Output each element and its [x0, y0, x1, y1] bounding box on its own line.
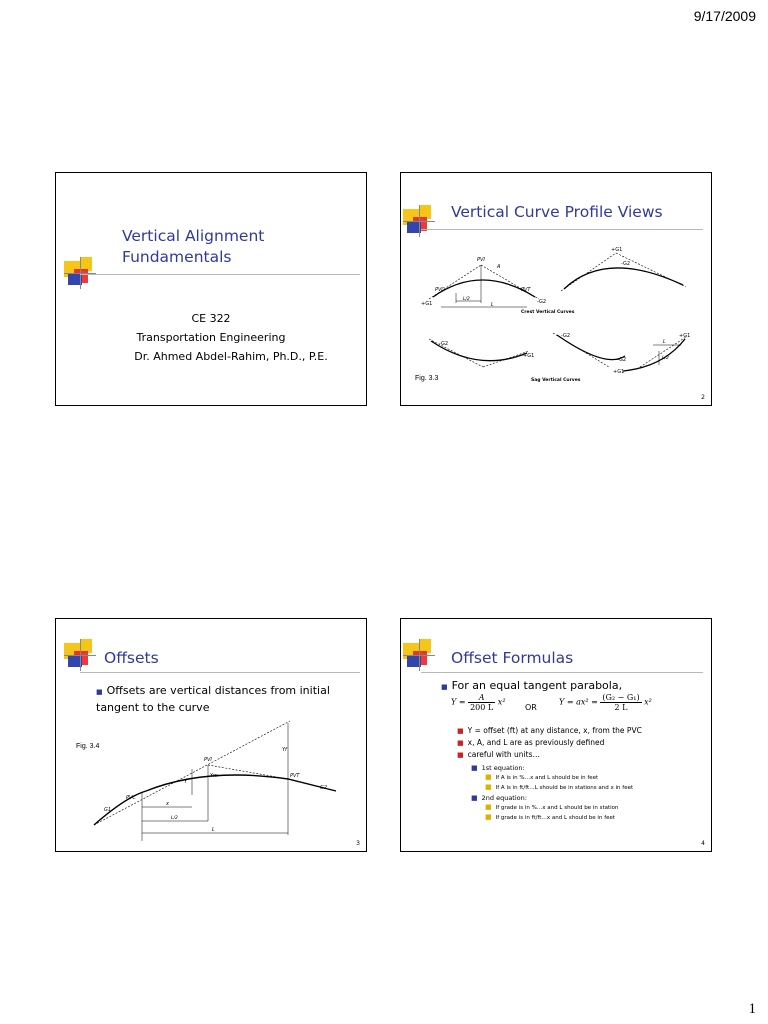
sub-bullet-text: Y = offset (ft) at any distance, x, from the PVC	[467, 726, 642, 735]
slide-1	[55, 172, 367, 406]
page-number: 1	[748, 1001, 756, 1017]
second-eq-items	[471, 803, 633, 823]
note-text: If A is in %…x and L should be in feet	[495, 775, 599, 781]
or-text: OR	[525, 703, 537, 712]
g2-label: G2	[320, 785, 328, 791]
slide-subtitle	[56, 309, 366, 366]
note-text: If grade is in %…x and L should be in station	[495, 805, 619, 811]
g1-label: -G2	[439, 341, 449, 347]
eq2-lhs: Y = ax² =	[559, 697, 598, 707]
sag-caption: Sag Vertical Curves	[531, 378, 581, 383]
a-label: A	[497, 264, 501, 270]
instructor-name: Dr. Ahmed Abdel-Rahim, Ph.D., P.E.	[134, 350, 328, 363]
sag-curve-2	[553, 333, 686, 371]
title-line-2: Fundamentals	[122, 248, 232, 266]
note-item	[485, 773, 633, 783]
l-label: L	[212, 827, 215, 833]
bullet-icon: ■	[485, 803, 492, 811]
crest-caption: Crest Vertical Curves	[521, 310, 575, 315]
intro-bullet	[441, 679, 622, 692]
eq1-denominator: 200 L	[470, 703, 494, 712]
eq2-denominator: 2 L	[614, 703, 628, 712]
offsets-bullet	[96, 683, 358, 715]
slide-4	[400, 618, 712, 852]
sub-bullet	[457, 749, 642, 761]
g2-label: +G1	[523, 353, 535, 359]
eq1-tail: x²	[497, 697, 506, 707]
note-text: If A is in ft/ft…L should be in stations and x in feet	[495, 785, 634, 791]
slide-number: 3	[356, 840, 360, 847]
slide-number: 2	[701, 394, 705, 401]
half-l-label: L/2	[662, 356, 669, 361]
eq1-lhs: Y =	[451, 697, 466, 707]
equation-notes	[471, 763, 633, 823]
note-item	[485, 813, 633, 823]
note-text: If grade is in ft/ft…x and L should be in feet	[495, 815, 616, 821]
slide-decoration-icon	[64, 639, 96, 671]
sub-bullet-list	[457, 725, 642, 761]
bullet-icon: ■	[485, 783, 492, 791]
half-l-label: L/2	[463, 297, 470, 302]
bullet-icon: ■	[471, 764, 478, 772]
slide-decoration-icon	[64, 257, 96, 289]
title-rule	[421, 672, 703, 673]
crest-curve-1	[429, 265, 539, 307]
bullet-icon: ■	[457, 751, 464, 759]
sub-bullet	[457, 737, 642, 749]
g2-label: -G2	[621, 261, 631, 267]
g1-label: G1	[104, 807, 112, 813]
ym-label: Ym	[210, 773, 218, 779]
note-item	[485, 803, 633, 813]
bullet-icon: ■	[441, 683, 448, 691]
slide-decoration-icon	[403, 205, 435, 237]
bullet-icon: ■	[485, 813, 492, 821]
note-item	[485, 783, 633, 793]
title-rule	[421, 229, 703, 230]
x-label: x	[166, 801, 169, 807]
pvc-label: PVC	[126, 795, 136, 801]
eq2-tail: x²	[644, 697, 652, 707]
sub-bullet-text: careful with units…	[467, 750, 540, 759]
slide-decoration-icon	[403, 639, 435, 671]
l-label: L	[491, 302, 494, 308]
equation-2	[559, 693, 652, 712]
sub-bullet-text: x, A, and L are as previously defined	[467, 738, 605, 747]
crest-curve-2	[561, 253, 686, 291]
figure-label: Fig. 3.3	[415, 375, 439, 382]
slide-title: Offset Formulas	[451, 649, 574, 667]
title-line-1: Vertical Alignment	[122, 227, 265, 245]
intro-text: For an equal tangent parabola,	[451, 679, 623, 692]
g1-label: +G1	[679, 333, 691, 339]
pvt-label: PVT	[290, 773, 300, 779]
profile-views-figure	[401, 241, 712, 401]
g1-label: +G1	[613, 369, 625, 375]
course-code: CE 322	[191, 312, 231, 325]
bullet-icon: ■	[96, 688, 103, 696]
figure-label: Fig. 3.4	[76, 743, 100, 750]
title-rule	[80, 672, 360, 673]
bullet-text: Offsets are vertical distances from initial tangent to the curve	[96, 684, 330, 714]
slide-title: Offsets	[104, 649, 159, 667]
title-rule	[80, 274, 360, 275]
pvi-label: PVI	[204, 757, 212, 763]
page-date: 9/17/2009	[693, 8, 756, 24]
slide-3	[55, 618, 367, 852]
equation-1	[451, 693, 505, 712]
slide-title	[122, 226, 264, 268]
offsets-figure	[56, 717, 367, 851]
l-label: L	[663, 339, 666, 345]
pvt-label: PVT	[521, 287, 531, 293]
g1-label: +G1	[611, 247, 623, 253]
pvc-label: PVC	[435, 287, 445, 293]
eq2-numerator: (G₂ − G₁)	[602, 693, 640, 702]
slide-number: 4	[701, 840, 705, 847]
first-eq-heading	[471, 763, 633, 773]
yf-label: Yf	[282, 747, 287, 753]
course-subject: Transportation Engineering	[136, 331, 286, 344]
first-eq-items	[471, 773, 633, 793]
second-eq-heading	[471, 793, 633, 803]
g1-label: +G1	[421, 301, 433, 307]
slide-2	[400, 172, 712, 406]
g2-label: -G2	[537, 299, 547, 305]
half-l-label: L/2	[171, 816, 178, 821]
bullet-icon: ■	[457, 727, 464, 735]
y-label: Y	[184, 779, 188, 785]
bullet-icon: ■	[457, 739, 464, 747]
g2-label: -G2	[617, 357, 627, 363]
bullet-icon: ■	[471, 794, 478, 802]
pvi-label: PVI	[477, 257, 485, 263]
sub-bullet	[457, 725, 642, 737]
eq1-numerator: A	[468, 693, 495, 703]
g2-label: -G2	[561, 333, 571, 339]
bullet-icon: ■	[485, 773, 492, 781]
first-eq-label: 1st equation:	[481, 764, 525, 772]
second-eq-label: 2nd equation:	[481, 794, 527, 802]
slide-title: Vertical Curve Profile Views	[451, 203, 663, 221]
